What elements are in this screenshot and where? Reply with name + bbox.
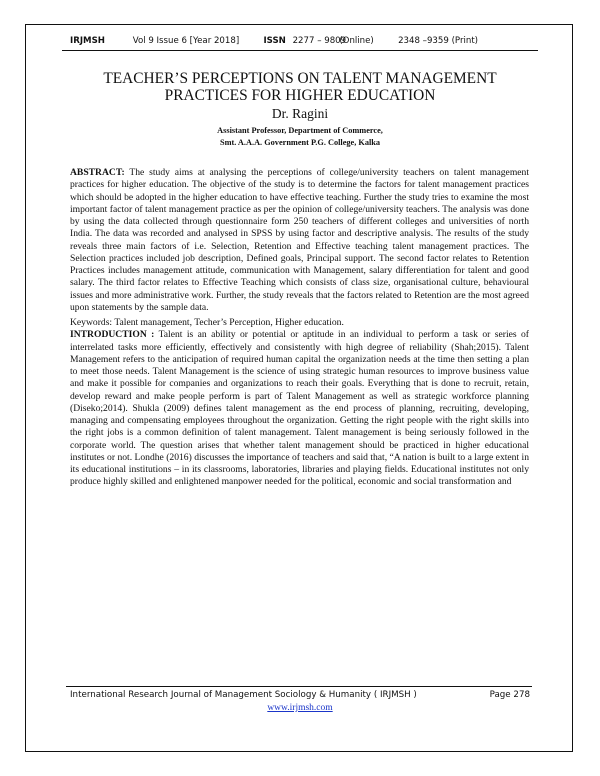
online-label: (Online) — [339, 36, 374, 46]
footer-journal-name: International Research Journal of Management Sociology & Humanity ( IRJMSH ) — [70, 690, 417, 700]
abstract-label: ABSTRACT: — [70, 167, 125, 178]
issn-label: ISSN — [263, 36, 286, 46]
volume-issue: Vol 9 Issue 6 [Year 2018] — [132, 36, 240, 46]
author-affiliation — [62, 125, 538, 149]
page-number: Page 278 — [489, 690, 530, 700]
running-header — [70, 36, 530, 46]
header-rule — [62, 50, 538, 51]
running-footer — [70, 690, 530, 700]
journal-abbrev: IRJMSH — [70, 36, 105, 46]
affiliation-line-2: Smt. A.A.A. Government P.G. College, Kalka — [219, 138, 381, 147]
issn-online: 2277 – 9809 — [292, 36, 347, 46]
abstract-paragraph — [70, 167, 529, 314]
author-name: Dr. Ragini — [271, 106, 329, 121]
footer-rule — [66, 686, 532, 687]
issn-print: 2348 –9359 (Print) — [398, 36, 479, 46]
article-body — [70, 167, 529, 489]
abstract-text: The study aims at analysing the perceptions of college/university teachers on talent management practices for higher education. The objective of the study is to determine the factors for talent management practices which should be adopted in the higher education to have effective teaching. Further the study tries to examine the most important factor of talent management practice as per the opinion of college/university teachers. The analysis was done by using the data collected through questionnaire form 250 teachers of different colleges and universities of north India. The data was recorded and analysed in SPSS by using factor and descriptive analysis. The results of the study reveals three main factors of i.e. Selection, Retention and Effective teaching talent management practices. The Selection practices included job description, Defined goals, Principal support. The second factor relates to Retention Practices includes management attitude, communication with Management, salary differentiation for talent and good salary. The third factor relates to Effective Teaching which consists of class size, organisational culture, behavioural issues and more administrative work. Further, the study reveals that the factors related to Retention are the most agreed upon statements by the sample data. — [70, 167, 529, 313]
journal-website-link[interactable]: www.irjmsh.com — [267, 703, 333, 713]
introduction-label: INTRODUCTION : — [70, 329, 155, 341]
introduction-text: Talent is an ability or potential or aptitude in an individual to perform a task or series of interrelated tasks more efficiently, effectively and consistently with high degree of reliability (Shah;2015). Talent Management refers to the anticipation of required human capital the organization needs at the time then setting a plan to meet those needs. Talent Management is the science of using strategic human resources to improve business value and make it possible for companies and organizations to reach their goals. Everything that is done to recruit, retain, develop reward and make people perform is part of Talent Management as well as strategic workforce planning (Diseko;2014). Shukla (2009) defines talent management as the end process of planning, recruiting, developing, managing and compensating employees throughout the organization. Getting the right people with the right skills into the right jobs is a common definition of talent management. Talent management is being seriously followed in the corporate world. The question arises that whether talent management should be practiced in higher educational institutes or not. Londhe (2016) discusses the importance of teachers and said that, “A nation is built to a large extent in its educational institutions – in its classrooms, laboratories, libraries and playing fields. Educational institutes not only produce highly skilled and enlightened manpower needed for the political, economic and social transformation and — [70, 329, 529, 488]
affiliation-line-1: Assistant Professor, Department of Commerce, — [217, 126, 383, 135]
introduction-paragraph — [70, 329, 529, 488]
keywords: Keywords: Talent management, Techer’s Perception, Higher education. — [70, 317, 344, 328]
article-title: TEACHER’S PERCEPTIONS ON TALENT MANAGEMENT PRACTICES FOR HIGHER EDUCATION — [103, 70, 497, 104]
